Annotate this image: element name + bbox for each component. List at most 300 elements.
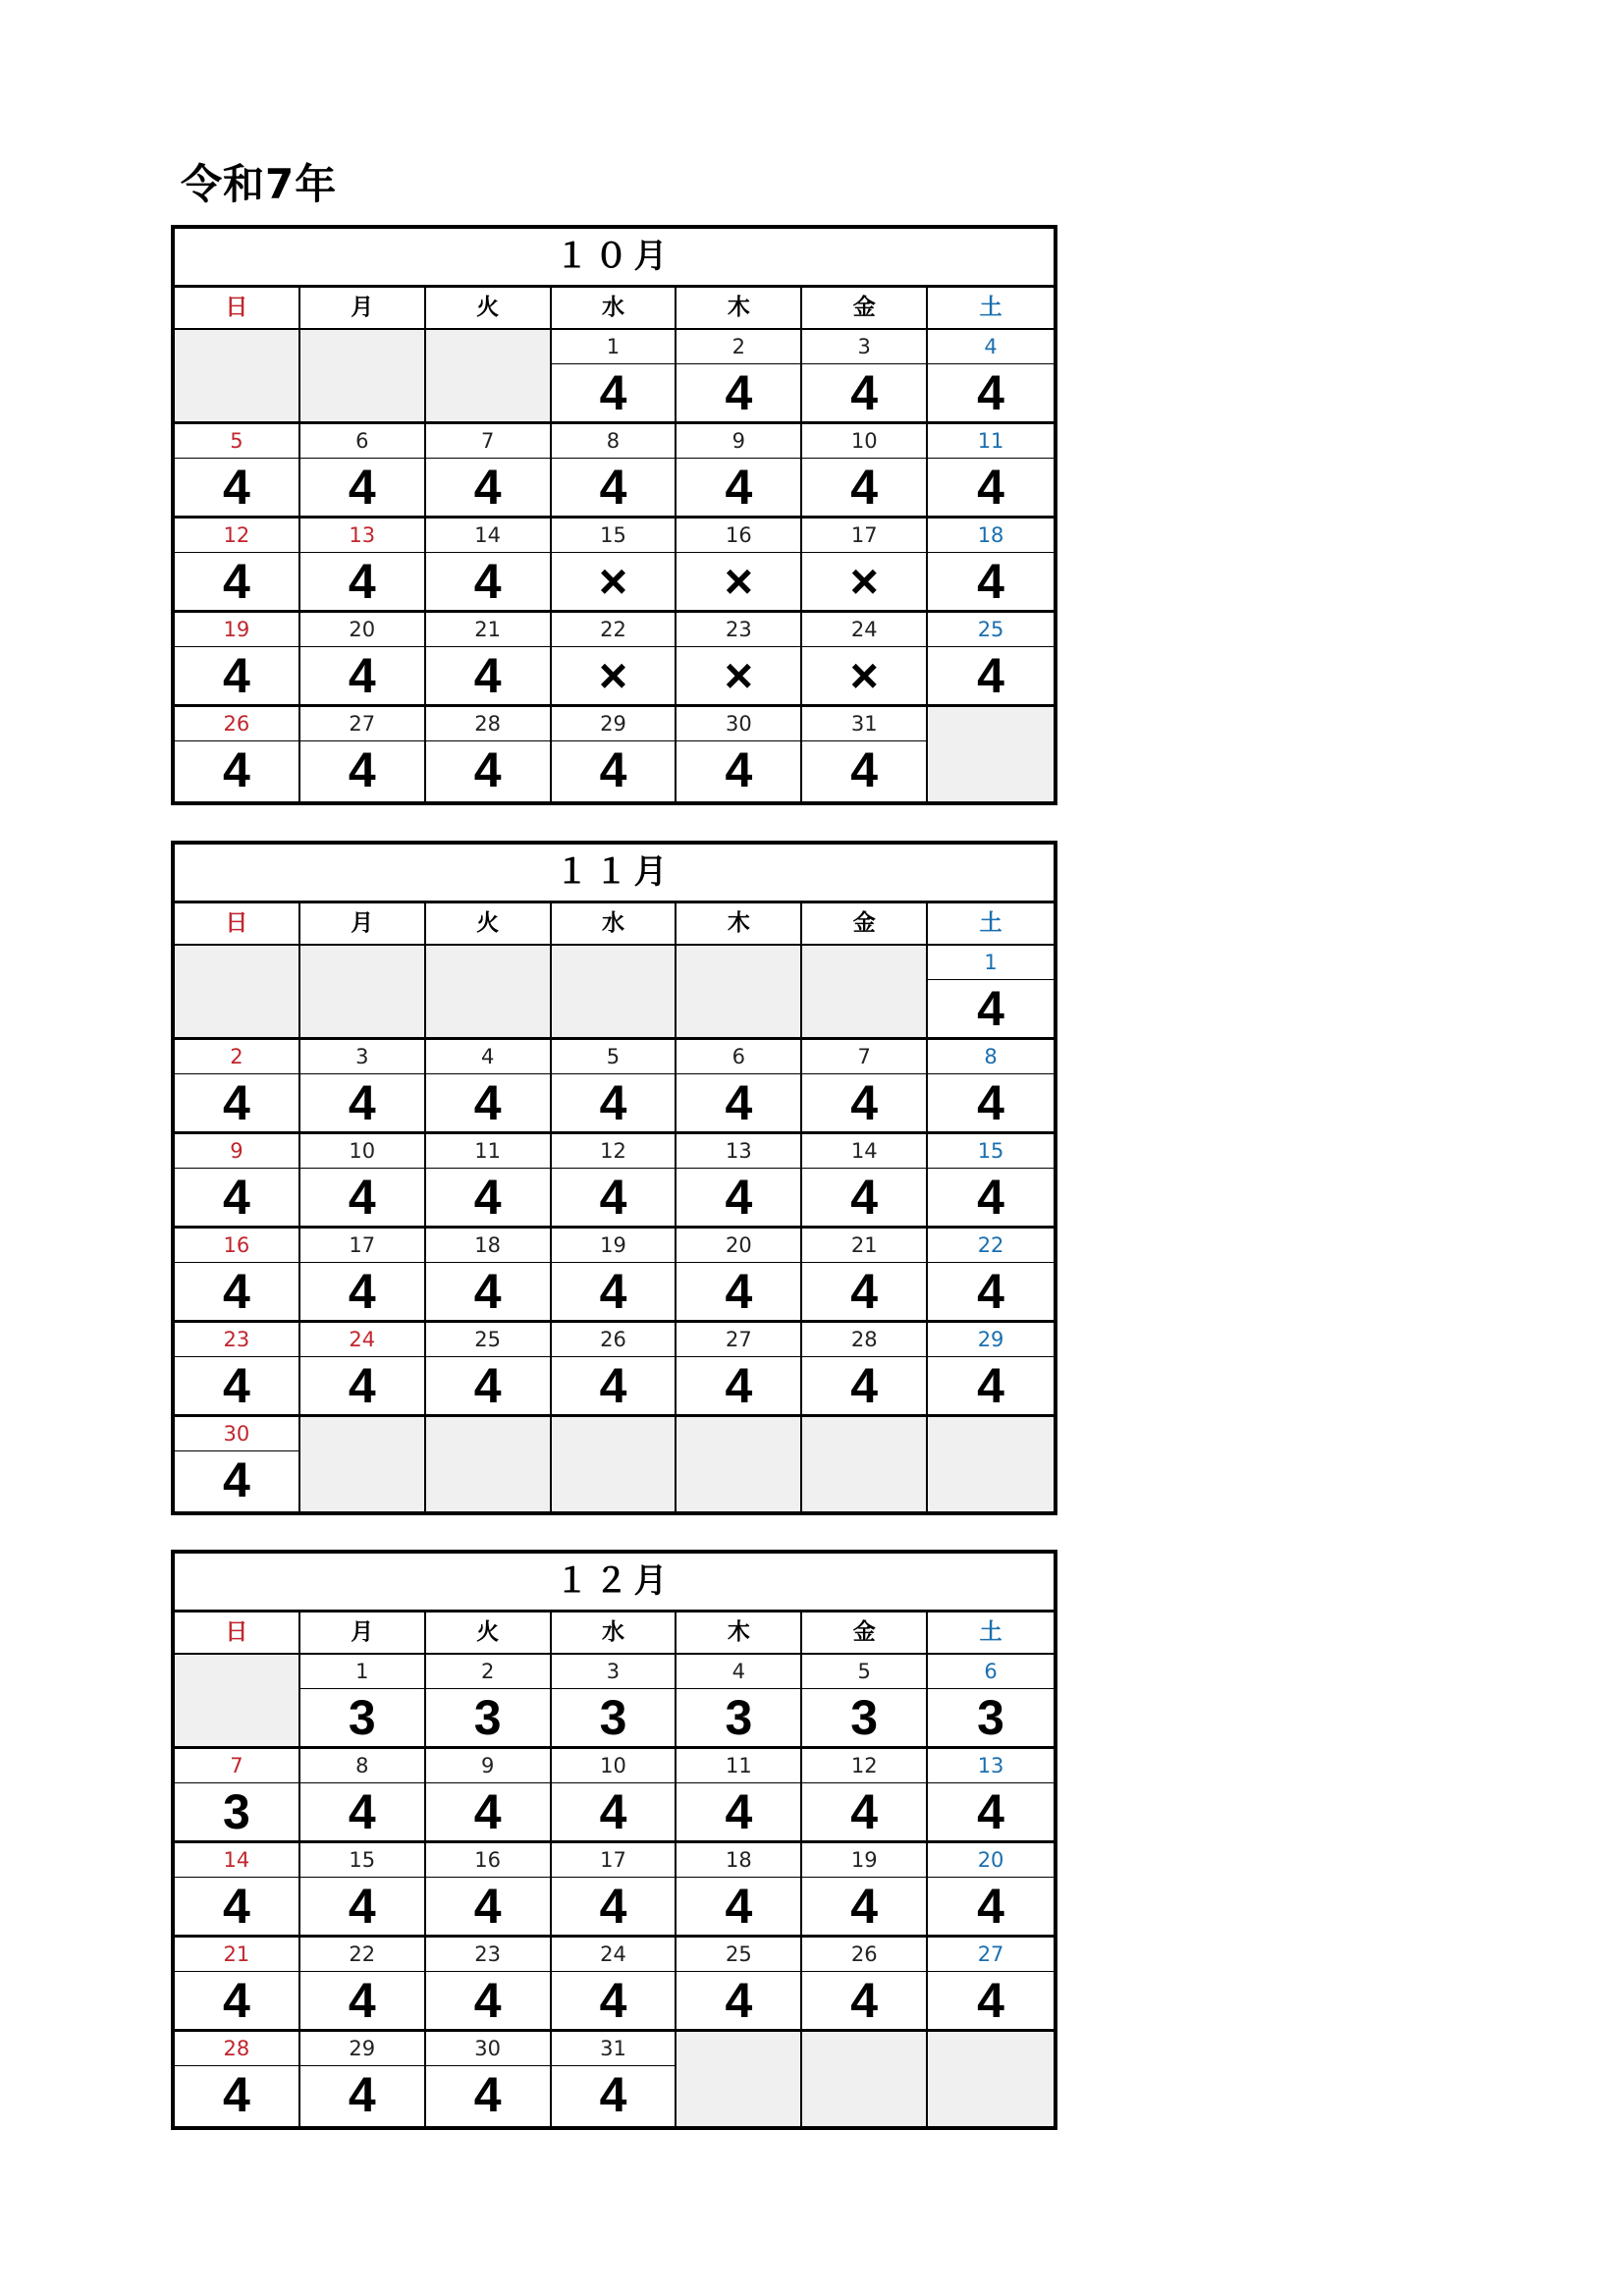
weekday-header: 木 bbox=[677, 288, 802, 328]
day-number: 26 bbox=[175, 707, 298, 741]
day-value: 4 bbox=[977, 981, 1004, 1036]
day-cell bbox=[426, 1938, 552, 2032]
day-value: 4 bbox=[223, 2067, 250, 2122]
day-number: 29 bbox=[552, 707, 676, 741]
day-value: 4 bbox=[977, 1170, 1004, 1225]
day-cell bbox=[300, 1938, 426, 2032]
day-number: 4 bbox=[928, 330, 1054, 364]
day-value: 4 bbox=[599, 1784, 627, 1839]
day-value: 4 bbox=[223, 460, 250, 515]
empty-cell bbox=[426, 330, 552, 424]
empty-cell bbox=[802, 2032, 928, 2126]
empty-cell bbox=[802, 946, 928, 1040]
day-value: 4 bbox=[348, 1170, 376, 1225]
day-cell bbox=[426, 1134, 552, 1229]
day-cell bbox=[175, 1417, 300, 1511]
day-number: 8 bbox=[928, 1040, 1054, 1074]
day-cell bbox=[928, 1134, 1054, 1229]
day-value: 4 bbox=[977, 648, 1004, 703]
day-cell bbox=[552, 330, 677, 424]
day-cell bbox=[175, 613, 300, 707]
day-value: 4 bbox=[473, 1358, 502, 1413]
month-title: １０月 bbox=[175, 229, 1054, 288]
day-cell bbox=[300, 1323, 426, 1417]
empty-cell bbox=[677, 1417, 802, 1511]
day-number: 25 bbox=[426, 1323, 550, 1357]
empty-cell bbox=[802, 1417, 928, 1511]
day-value: 3 bbox=[223, 1784, 250, 1839]
day-number: 13 bbox=[300, 519, 424, 553]
day-value: 4 bbox=[599, 1973, 627, 2028]
weekday-header-row bbox=[175, 1613, 1054, 1655]
day-number: 18 bbox=[677, 1843, 800, 1878]
day-number: 6 bbox=[677, 1040, 800, 1074]
day-value: 4 bbox=[599, 742, 627, 797]
day-cell bbox=[552, 424, 677, 519]
day-value: 4 bbox=[223, 1452, 250, 1507]
weekday-header: 土 bbox=[979, 910, 1002, 936]
weekday-header: 木 bbox=[677, 1613, 802, 1653]
day-cell bbox=[928, 519, 1054, 613]
day-number: 3 bbox=[802, 330, 926, 364]
day-number: 13 bbox=[677, 1134, 800, 1169]
day-value: 4 bbox=[599, 365, 627, 420]
day-cell bbox=[426, 424, 552, 519]
day-cell bbox=[802, 1229, 928, 1323]
day-cell bbox=[677, 1749, 802, 1843]
day-value: 3 bbox=[850, 1690, 879, 1745]
day-value: 4 bbox=[473, 742, 502, 797]
day-number: 5 bbox=[802, 1655, 926, 1689]
day-number: 22 bbox=[928, 1229, 1054, 1263]
day-number: 4 bbox=[677, 1655, 800, 1689]
day-value: 4 bbox=[977, 460, 1004, 515]
day-cell bbox=[175, 1843, 300, 1938]
day-value: 4 bbox=[599, 1264, 627, 1319]
day-cell bbox=[426, 1229, 552, 1323]
day-value: 4 bbox=[348, 554, 376, 609]
day-number: 27 bbox=[928, 1938, 1054, 1972]
day-value: 4 bbox=[977, 554, 1004, 609]
day-cell bbox=[552, 1655, 677, 1749]
day-value: 4 bbox=[850, 460, 879, 515]
day-value: 4 bbox=[850, 1973, 879, 2028]
day-cell bbox=[426, 707, 552, 801]
day-cell bbox=[928, 1843, 1054, 1938]
day-cell bbox=[802, 707, 928, 801]
day-value: 4 bbox=[223, 1264, 250, 1319]
weekday-header: 火 bbox=[426, 1613, 552, 1653]
day-cell bbox=[426, 1749, 552, 1843]
day-cell bbox=[300, 1229, 426, 1323]
day-value: 4 bbox=[725, 1973, 753, 2028]
day-value: × bbox=[598, 554, 628, 609]
weekday-header: 金 bbox=[802, 288, 928, 328]
day-value: 4 bbox=[725, 1170, 753, 1225]
day-value: 4 bbox=[599, 2067, 627, 2122]
day-number: 6 bbox=[928, 1655, 1054, 1689]
day-value: × bbox=[724, 648, 753, 703]
weekday-header: 火 bbox=[426, 288, 552, 328]
day-number: 15 bbox=[552, 519, 676, 553]
weekday-header: 日 bbox=[175, 1613, 300, 1653]
day-value: 4 bbox=[850, 742, 879, 797]
day-value: 4 bbox=[725, 1358, 753, 1413]
weekday-header: 水 bbox=[552, 1613, 677, 1653]
day-number: 17 bbox=[300, 1229, 424, 1263]
weekday-header: 月 bbox=[300, 1613, 426, 1653]
day-number: 11 bbox=[426, 1134, 550, 1169]
day-cell bbox=[677, 1229, 802, 1323]
day-number: 28 bbox=[802, 1323, 926, 1357]
day-cell bbox=[175, 1938, 300, 2032]
day-number: 4 bbox=[426, 1040, 550, 1074]
day-cell bbox=[426, 613, 552, 707]
weekday-header: 金 bbox=[802, 1613, 928, 1653]
day-number: 12 bbox=[802, 1749, 926, 1783]
empty-cell bbox=[175, 1655, 300, 1749]
day-number: 9 bbox=[677, 424, 800, 459]
day-number: 3 bbox=[300, 1040, 424, 1074]
day-number: 20 bbox=[300, 613, 424, 647]
calendar-december bbox=[171, 1550, 1057, 2130]
day-number: 31 bbox=[552, 2032, 676, 2066]
day-cell bbox=[677, 613, 802, 707]
day-value: 4 bbox=[348, 1784, 376, 1839]
day-value: 4 bbox=[473, 554, 502, 609]
day-number: 13 bbox=[928, 1749, 1054, 1783]
empty-cell bbox=[928, 707, 1054, 801]
day-value: 4 bbox=[223, 1973, 250, 2028]
day-number: 7 bbox=[802, 1040, 926, 1074]
day-value: 4 bbox=[977, 1264, 1004, 1319]
day-value: 4 bbox=[473, 1879, 502, 1934]
day-number: 2 bbox=[677, 330, 800, 364]
day-number: 25 bbox=[928, 613, 1054, 647]
empty-cell bbox=[426, 946, 552, 1040]
day-cell bbox=[426, 1040, 552, 1134]
day-cell bbox=[175, 1749, 300, 1843]
day-number: 24 bbox=[552, 1938, 676, 1972]
day-number: 1 bbox=[928, 946, 1054, 980]
weekday-header: 水 bbox=[552, 288, 677, 328]
day-number: 30 bbox=[426, 2032, 550, 2066]
day-cell bbox=[426, 1655, 552, 1749]
day-value: 4 bbox=[348, 1879, 376, 1934]
day-cell bbox=[677, 707, 802, 801]
day-number: 19 bbox=[802, 1843, 926, 1878]
weekday-header: 土 bbox=[979, 295, 1002, 320]
day-cell bbox=[300, 1134, 426, 1229]
day-number: 1 bbox=[552, 330, 676, 364]
day-number: 20 bbox=[928, 1843, 1054, 1878]
day-number: 26 bbox=[552, 1323, 676, 1357]
day-number: 23 bbox=[175, 1323, 298, 1357]
empty-cell bbox=[175, 946, 300, 1040]
day-number: 15 bbox=[300, 1843, 424, 1878]
day-value: 4 bbox=[223, 1170, 250, 1225]
day-value: 4 bbox=[473, 1075, 502, 1130]
day-cell bbox=[928, 1655, 1054, 1749]
day-number: 11 bbox=[677, 1749, 800, 1783]
day-value: 4 bbox=[599, 1358, 627, 1413]
day-number: 25 bbox=[677, 1938, 800, 1972]
day-number: 5 bbox=[552, 1040, 676, 1074]
day-number: 3 bbox=[552, 1655, 676, 1689]
month-title: １２月 bbox=[175, 1554, 1054, 1613]
day-value: 4 bbox=[977, 1784, 1004, 1839]
day-cell bbox=[677, 330, 802, 424]
day-number: 30 bbox=[677, 707, 800, 741]
weekday-header: 月 bbox=[300, 288, 426, 328]
day-cell bbox=[552, 1323, 677, 1417]
day-value: 4 bbox=[223, 1075, 250, 1130]
day-number: 18 bbox=[426, 1229, 550, 1263]
day-number: 9 bbox=[175, 1134, 298, 1169]
day-number: 17 bbox=[802, 519, 926, 553]
day-number: 12 bbox=[175, 519, 298, 553]
day-cell bbox=[802, 1938, 928, 2032]
day-number: 12 bbox=[552, 1134, 676, 1169]
day-cell bbox=[426, 2032, 552, 2126]
day-value: 4 bbox=[348, 460, 376, 515]
day-cell bbox=[677, 1938, 802, 2032]
day-cell bbox=[552, 1749, 677, 1843]
day-cell bbox=[802, 1655, 928, 1749]
day-number: 23 bbox=[677, 613, 800, 647]
empty-cell bbox=[300, 330, 426, 424]
empty-cell bbox=[928, 2032, 1054, 2126]
day-cell bbox=[300, 519, 426, 613]
page-title: 令和7年 bbox=[181, 160, 338, 208]
day-cell bbox=[552, 1843, 677, 1938]
day-value: 4 bbox=[599, 460, 627, 515]
day-value: 4 bbox=[348, 1358, 376, 1413]
day-cell bbox=[552, 519, 677, 613]
day-number: 24 bbox=[802, 613, 926, 647]
day-number: 28 bbox=[175, 2032, 298, 2066]
day-value: × bbox=[849, 648, 879, 703]
day-number: 21 bbox=[802, 1229, 926, 1263]
day-cell bbox=[677, 1843, 802, 1938]
weekday-header-row bbox=[175, 288, 1054, 330]
day-number: 22 bbox=[300, 1938, 424, 1972]
day-cell bbox=[928, 1938, 1054, 2032]
day-value: 4 bbox=[473, 1973, 502, 2028]
day-number: 16 bbox=[677, 519, 800, 553]
day-value: 4 bbox=[599, 1075, 627, 1130]
day-value: 4 bbox=[977, 365, 1004, 420]
day-value: 4 bbox=[977, 1879, 1004, 1934]
calendar-grid bbox=[175, 946, 1054, 1511]
day-cell bbox=[677, 1655, 802, 1749]
day-value: 4 bbox=[725, 1075, 753, 1130]
day-value: 4 bbox=[850, 1075, 879, 1130]
weekday-header: 金 bbox=[802, 903, 928, 944]
day-value: 4 bbox=[473, 1170, 502, 1225]
weekday-header: 火 bbox=[426, 903, 552, 944]
day-number: 30 bbox=[175, 1417, 298, 1451]
weekday-header: 月 bbox=[300, 903, 426, 944]
calendar-grid bbox=[175, 1655, 1054, 2126]
day-number: 19 bbox=[552, 1229, 676, 1263]
day-value: 3 bbox=[977, 1690, 1004, 1745]
day-value: 4 bbox=[223, 648, 250, 703]
day-cell bbox=[426, 1843, 552, 1938]
day-cell bbox=[175, 1323, 300, 1417]
day-number: 23 bbox=[426, 1938, 550, 1972]
day-cell bbox=[802, 424, 928, 519]
day-number: 7 bbox=[426, 424, 550, 459]
day-cell bbox=[802, 1749, 928, 1843]
day-number: 16 bbox=[175, 1229, 298, 1263]
day-cell bbox=[552, 2032, 677, 2126]
day-number: 10 bbox=[802, 424, 926, 459]
day-cell bbox=[300, 707, 426, 801]
weekday-header: 日 bbox=[175, 288, 300, 328]
day-value: 4 bbox=[725, 460, 753, 515]
day-value: 4 bbox=[725, 365, 753, 420]
day-number: 17 bbox=[552, 1843, 676, 1878]
calendar-grid bbox=[175, 330, 1054, 801]
day-number: 14 bbox=[426, 519, 550, 553]
day-value: 4 bbox=[223, 1358, 250, 1413]
day-cell bbox=[802, 1040, 928, 1134]
day-number: 8 bbox=[552, 424, 676, 459]
day-cell bbox=[928, 1229, 1054, 1323]
day-value: 4 bbox=[725, 1264, 753, 1319]
weekday-header: 木 bbox=[677, 903, 802, 944]
day-value: 4 bbox=[473, 460, 502, 515]
day-cell bbox=[802, 1323, 928, 1417]
day-value: 4 bbox=[223, 1879, 250, 1934]
day-number: 21 bbox=[175, 1938, 298, 1972]
day-number: 22 bbox=[552, 613, 676, 647]
day-value: 4 bbox=[473, 1784, 502, 1839]
day-number: 27 bbox=[300, 707, 424, 741]
day-number: 11 bbox=[928, 424, 1054, 459]
day-number: 19 bbox=[175, 613, 298, 647]
day-number: 16 bbox=[426, 1843, 550, 1878]
day-cell bbox=[802, 330, 928, 424]
day-value: × bbox=[598, 648, 628, 703]
day-cell bbox=[552, 1134, 677, 1229]
day-value: 4 bbox=[725, 1879, 753, 1934]
day-value: 4 bbox=[348, 742, 376, 797]
day-value: 4 bbox=[473, 1264, 502, 1319]
day-cell bbox=[175, 424, 300, 519]
weekday-header: 土 bbox=[979, 1619, 1002, 1645]
day-number: 27 bbox=[677, 1323, 800, 1357]
day-value: 3 bbox=[725, 1690, 753, 1745]
day-value: 4 bbox=[977, 1358, 1004, 1413]
day-cell bbox=[175, 1229, 300, 1323]
day-number: 28 bbox=[426, 707, 550, 741]
day-value: 4 bbox=[348, 2067, 376, 2122]
day-cell bbox=[677, 1323, 802, 1417]
day-cell bbox=[552, 613, 677, 707]
day-value: 4 bbox=[850, 1784, 879, 1839]
day-number: 31 bbox=[802, 707, 926, 741]
day-number: 29 bbox=[928, 1323, 1054, 1357]
day-cell bbox=[300, 1749, 426, 1843]
day-cell bbox=[552, 707, 677, 801]
day-cell bbox=[677, 1134, 802, 1229]
day-cell bbox=[677, 519, 802, 613]
day-number: 29 bbox=[300, 2032, 424, 2066]
day-cell bbox=[175, 519, 300, 613]
day-value: 4 bbox=[725, 742, 753, 797]
day-number: 7 bbox=[175, 1749, 298, 1783]
day-cell bbox=[300, 2032, 426, 2126]
day-value: 4 bbox=[977, 1075, 1004, 1130]
day-value: 3 bbox=[599, 1690, 627, 1745]
day-cell bbox=[175, 1134, 300, 1229]
day-value: 3 bbox=[473, 1690, 502, 1745]
day-cell bbox=[300, 613, 426, 707]
day-cell bbox=[928, 424, 1054, 519]
day-value: 4 bbox=[473, 648, 502, 703]
month-title: １１月 bbox=[175, 845, 1054, 903]
day-number: 21 bbox=[426, 613, 550, 647]
day-cell bbox=[677, 1040, 802, 1134]
day-value: 4 bbox=[223, 554, 250, 609]
day-number: 26 bbox=[802, 1938, 926, 1972]
weekday-header: 日 bbox=[175, 903, 300, 944]
day-cell bbox=[928, 613, 1054, 707]
day-cell bbox=[552, 1040, 677, 1134]
day-number: 2 bbox=[175, 1040, 298, 1074]
day-number: 2 bbox=[426, 1655, 550, 1689]
day-cell bbox=[928, 330, 1054, 424]
day-cell bbox=[802, 1843, 928, 1938]
day-cell bbox=[552, 1938, 677, 2032]
day-number: 18 bbox=[928, 519, 1054, 553]
day-value: 4 bbox=[850, 1264, 879, 1319]
day-value: 4 bbox=[850, 1170, 879, 1225]
day-value: 4 bbox=[348, 1264, 376, 1319]
day-cell bbox=[175, 2032, 300, 2126]
day-value: 4 bbox=[473, 2067, 502, 2122]
day-number: 24 bbox=[300, 1323, 424, 1357]
day-value: × bbox=[724, 554, 753, 609]
day-value: 4 bbox=[348, 1075, 376, 1130]
day-number: 14 bbox=[802, 1134, 926, 1169]
day-cell bbox=[802, 613, 928, 707]
day-cell bbox=[426, 1323, 552, 1417]
day-number: 10 bbox=[552, 1749, 676, 1783]
day-cell bbox=[300, 424, 426, 519]
day-cell bbox=[300, 1655, 426, 1749]
day-cell bbox=[677, 424, 802, 519]
empty-cell bbox=[677, 2032, 802, 2126]
day-number: 20 bbox=[677, 1229, 800, 1263]
calendar-november bbox=[171, 841, 1057, 1515]
day-cell bbox=[300, 1843, 426, 1938]
day-number: 9 bbox=[426, 1749, 550, 1783]
day-cell bbox=[175, 1040, 300, 1134]
day-cell bbox=[928, 1040, 1054, 1134]
day-value: 4 bbox=[599, 1170, 627, 1225]
empty-cell bbox=[677, 946, 802, 1040]
day-value: 4 bbox=[223, 742, 250, 797]
day-number: 10 bbox=[300, 1134, 424, 1169]
day-cell bbox=[802, 1134, 928, 1229]
day-number: 14 bbox=[175, 1843, 298, 1878]
weekday-header: 水 bbox=[552, 903, 677, 944]
day-value: 4 bbox=[977, 1973, 1004, 2028]
day-cell bbox=[928, 1323, 1054, 1417]
